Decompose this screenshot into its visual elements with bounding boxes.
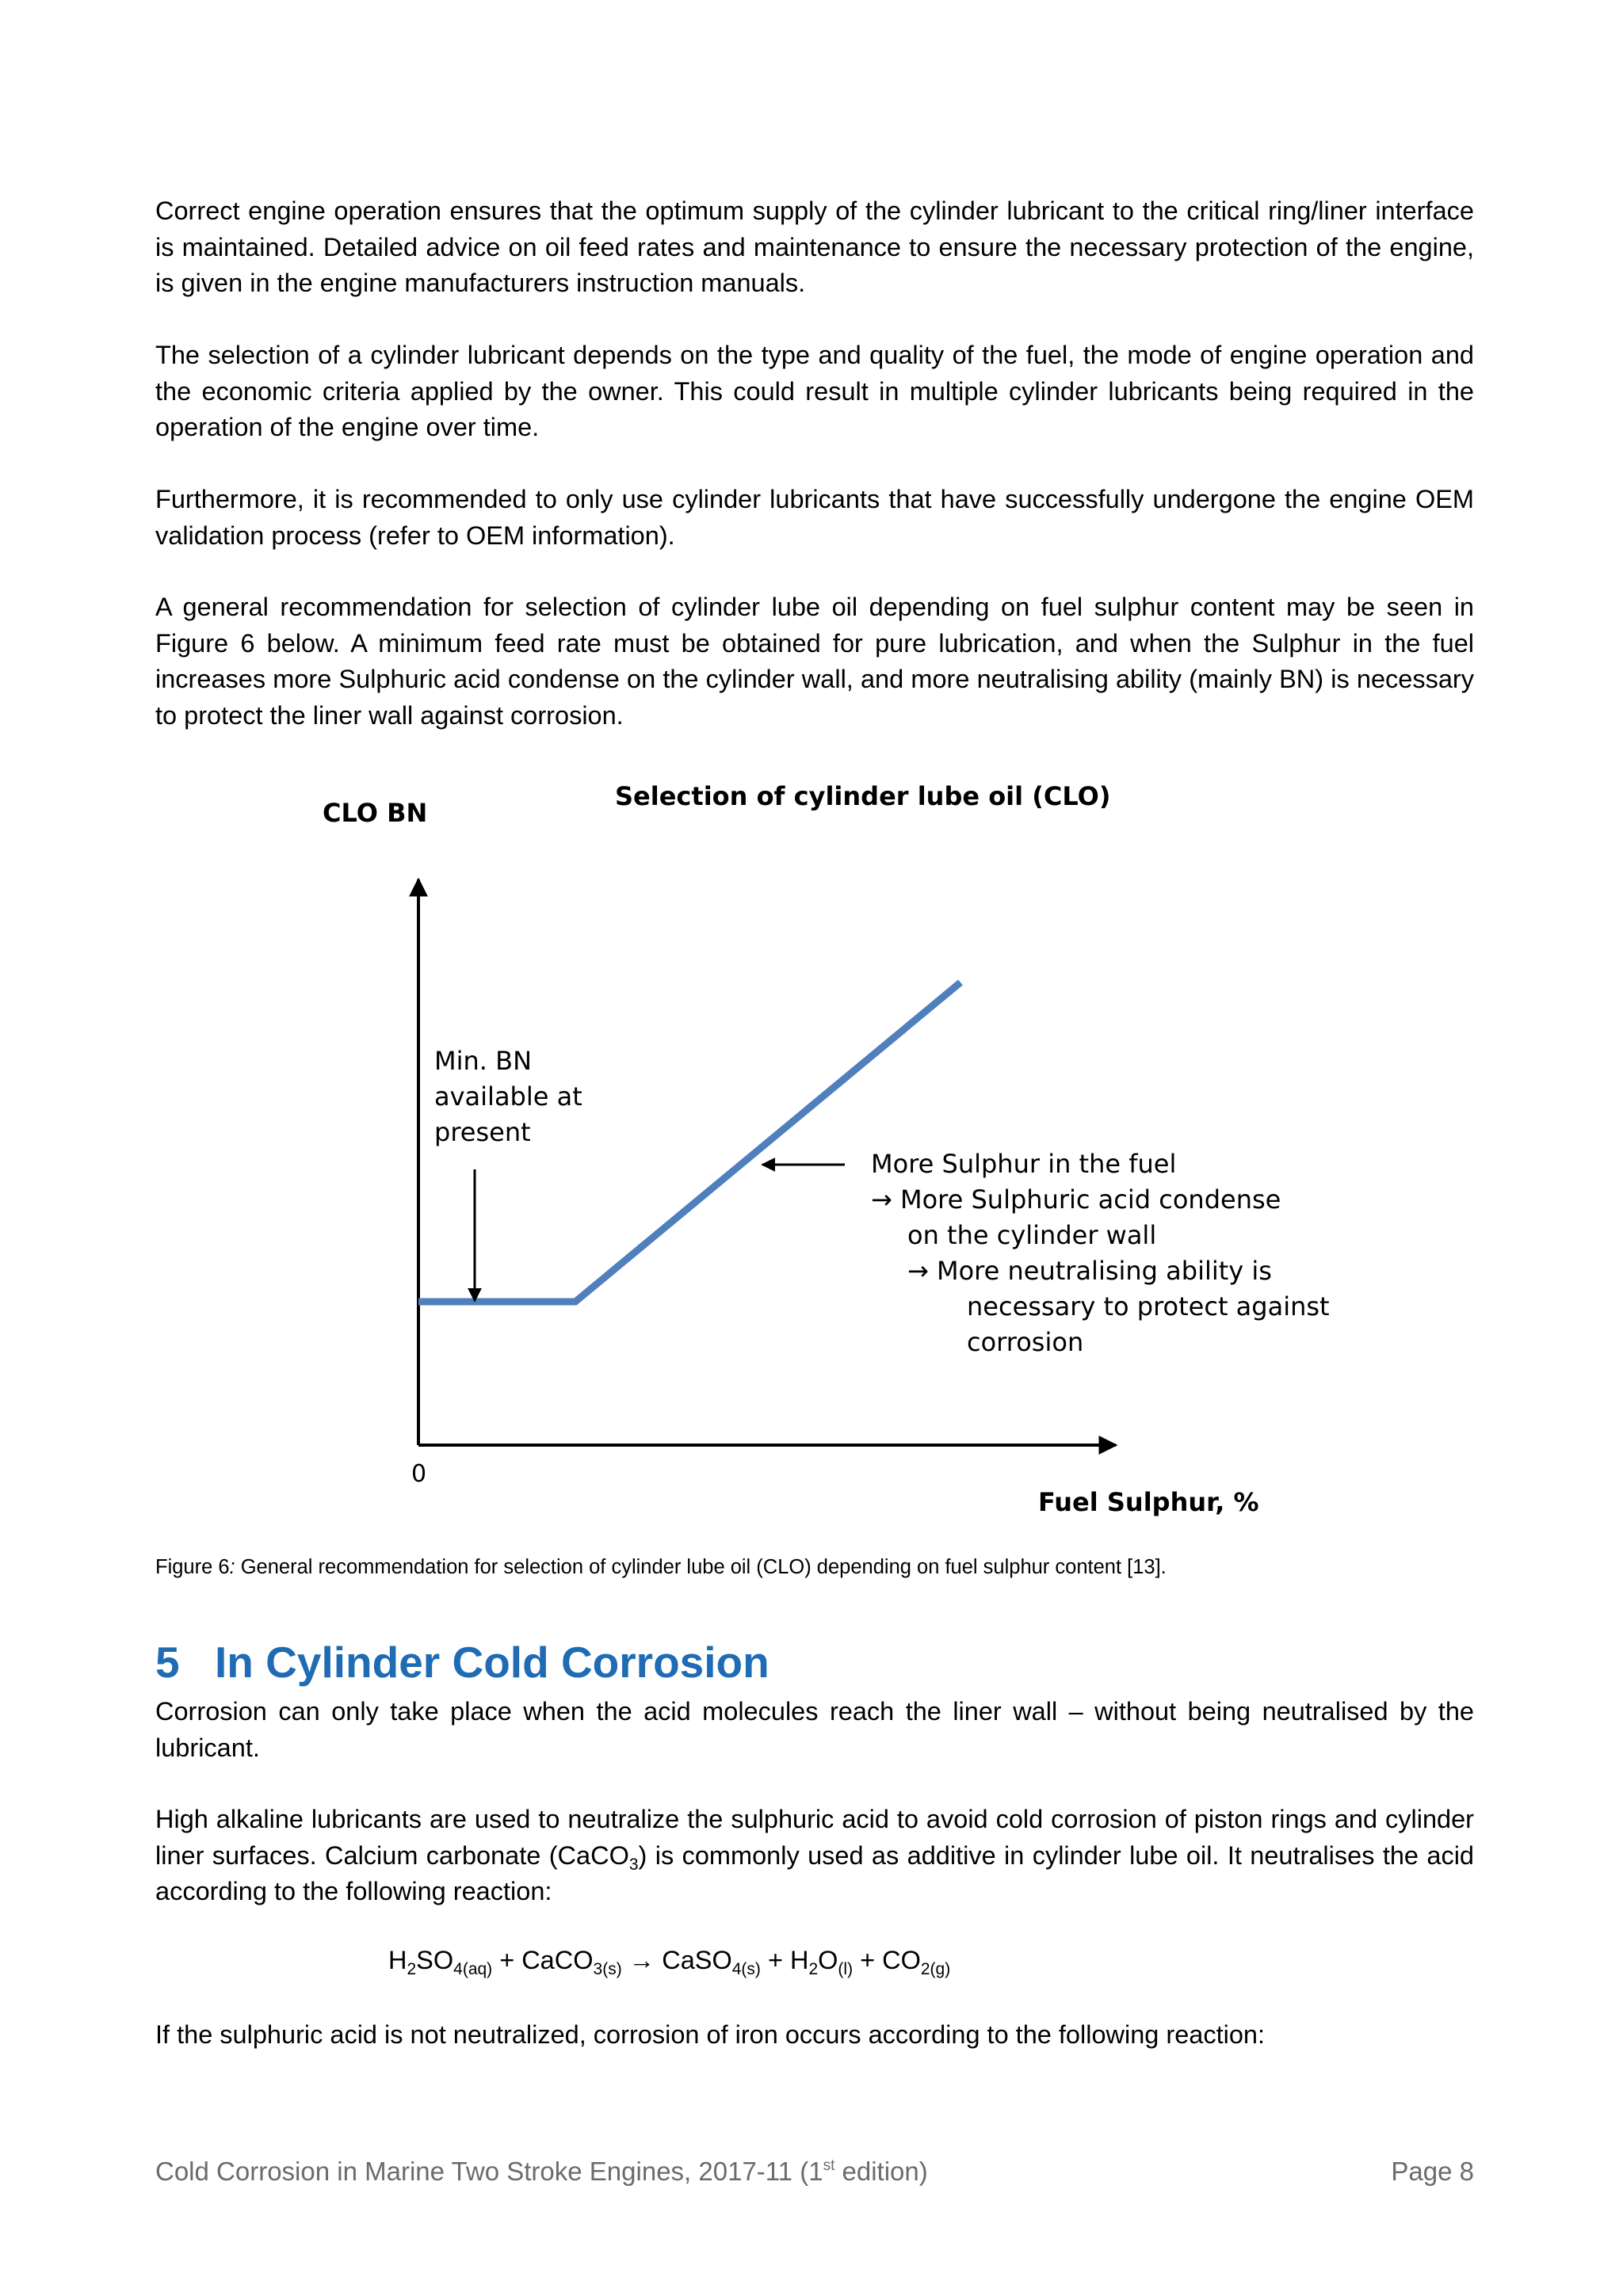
caption-colon: : xyxy=(229,1556,235,1578)
min-bn-line-3: present xyxy=(434,1117,531,1147)
equation-term: SO xyxy=(416,1946,454,1974)
alkaline-text-1: High alkaline lubricants are used to neutralize the sulphuric acid to avoid cold corrosion of piston rings and cylinder liner surfaces. Calcium carbonate (CaCO xyxy=(155,1805,1474,1870)
sulphur-line-3: on the cylinder wall xyxy=(907,1220,1157,1250)
equation-subscript: (l) xyxy=(838,1960,854,1978)
footer-title-end: edition) xyxy=(834,2157,928,2186)
equation-subscript: 2 xyxy=(808,1960,819,1978)
equation-term: + H xyxy=(760,1946,809,1974)
footer-page-number: Page 8 xyxy=(1391,2157,1474,2186)
section-heading xyxy=(155,1637,769,1688)
sulphur-line-2: → More Sulphuric acid condense xyxy=(871,1184,1281,1215)
alkaline-text-2: ) is commonly used as additive in cylinder lube oil. It neutralises the acid according to the following reaction: xyxy=(155,1840,1475,1905)
section-title: In Cylinder Cold Corrosion xyxy=(215,1638,769,1687)
paragraph-oil-supply: Correct engine operation ensures that the optimum supply of the cylinder lubricant to the critical ring/liner interface is maintained. Detailed advice on oil feed rates and maintenance to ensure the necessary protection of the engine, is given in the engine manufacturers instruction manuals. xyxy=(155,196,1474,297)
sulphur-annotation xyxy=(871,1149,1338,1357)
equation-term: + CO xyxy=(853,1946,921,1974)
section-number: 5 xyxy=(155,1638,180,1687)
paragraph-general-recommendation: A general recommendation for selection of cylinder lube oil depending on fuel sulphur content may be seen in Figure 6 below. A minimum feed rate must be obtained for pure lubrication, and when the Sulphur in the fuel increases more Sulphuric acid condense on the cylinder wall, and more neutralising ability (mainly BN) is necessary to protect the liner wall against corrosion. xyxy=(155,593,1474,730)
min-bn-line-2: available at xyxy=(434,1081,582,1112)
min-bn-line-1: Min. BN xyxy=(434,1046,533,1076)
paragraph-alkaline-lubricants xyxy=(155,1802,1474,1910)
sulphur-line-1: More Sulphur in the fuel xyxy=(871,1149,1177,1179)
caco3-subscript: 3 xyxy=(628,1855,639,1874)
equation-subscript: 4(s) xyxy=(731,1960,761,1978)
caption-text: General recommendation for selection of cylinder lube oil (CLO) depending on fuel sulphur content [13]. xyxy=(235,1556,1167,1578)
clo-selection-figure xyxy=(0,761,1623,1521)
x-axis-label: Fuel Sulphur, % xyxy=(1038,1487,1259,1517)
paragraph-iron-corrosion: If the sulphuric acid is not neutralized, corrosion of iron occurs according to the following reaction: xyxy=(155,2020,1266,2049)
paragraph-corrosion-condition: Corrosion can only take place when the acid molecules reach the liner wall – without being neutralised by the lubricant. xyxy=(155,1697,1474,1762)
sulphur-line-4: → More neutralising ability is xyxy=(907,1256,1272,1286)
equation-term: + CaCO xyxy=(492,1946,594,1974)
equation-subscript: 4(aq) xyxy=(453,1960,493,1978)
neutralisation-equation xyxy=(388,1946,951,1978)
footer-document-title xyxy=(155,2157,928,2187)
y-axis-label: CLO BN xyxy=(323,798,428,828)
paragraph-oem-validation: Furthermore, it is recommended to only use cylinder lubricants that have successfully undergone the engine OEM validation process (refer to OEM information). xyxy=(155,485,1474,550)
sulphur-line-6: corrosion xyxy=(967,1327,1084,1357)
equation-subscript: 3(s) xyxy=(593,1960,622,1978)
sulphur-line-5: necessary to protect against xyxy=(967,1291,1330,1322)
equation-subscript: 2 xyxy=(407,1960,417,1978)
figure-caption xyxy=(155,1556,1167,1579)
paragraph-lubricant-selection: The selection of a cylinder lubricant depends on the type and quality of the fuel, the mode of engine operation and the economic criteria applied by the owner. This could result in multiple cylinder lubricants being required in the operation of the engine over time. xyxy=(155,341,1474,441)
figure-title: Selection of cylinder lube oil (CLO) xyxy=(615,781,1111,811)
origin-label: 0 xyxy=(411,1460,427,1488)
equation-term: O xyxy=(818,1946,838,1974)
footer-title-main: Cold Corrosion in Marine Two Stroke Engines, 2017-11 (1 xyxy=(155,2157,823,2186)
caption-prefix: Figure 6 xyxy=(155,1556,230,1578)
min-bn-annotation xyxy=(434,1046,590,1147)
equation-subscript: 2(g) xyxy=(920,1960,951,1978)
equation-term: H xyxy=(388,1946,407,1974)
footer-title-sup: st xyxy=(823,2157,835,2174)
equation-term: → CaSO xyxy=(621,1946,732,1974)
